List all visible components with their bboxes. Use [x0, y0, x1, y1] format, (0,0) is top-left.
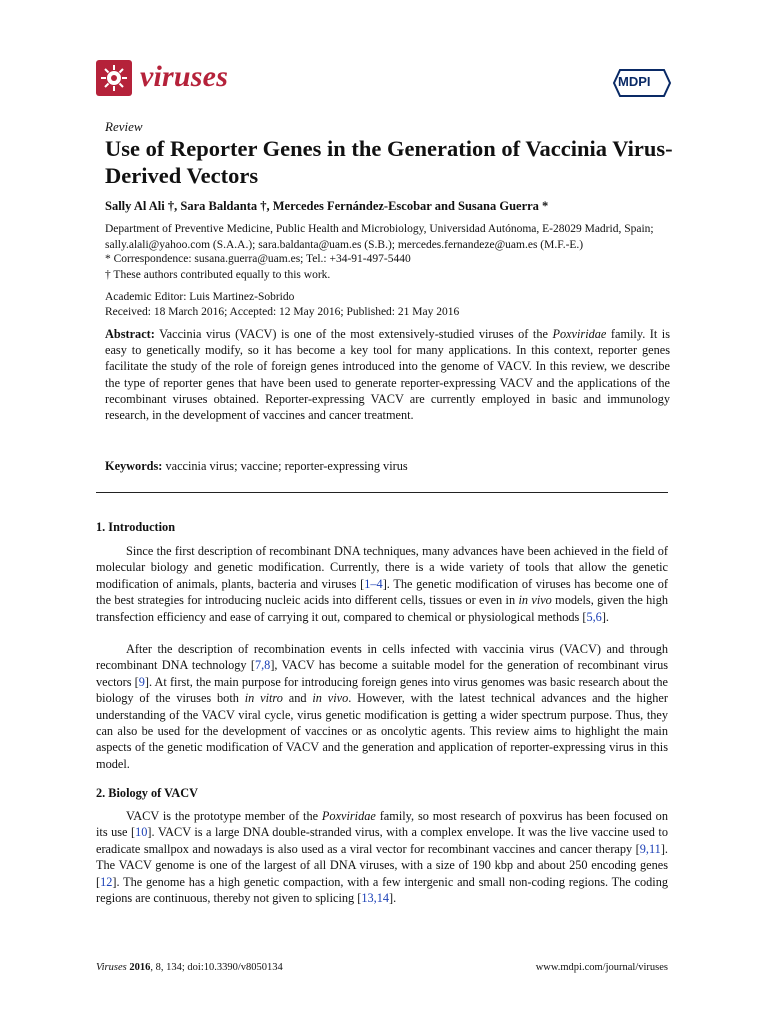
correspondence: * Correspondence: susana.guerra@uam.es; Tel.: +34-91-497-5440: [105, 253, 411, 265]
keywords: Keywords: vaccinia virus; vaccine; reporter-expressing virus: [105, 459, 408, 473]
paragraph-intro-2: After the description of recombination events in cells infected with vaccinia virus (VACV) and through recombinant DNA technology [7,8], VACV has become a suitable model for the generation of recombinant virus vectors [9]. At first, the main purpose for introducing foreign genes into virus genomes was basic research about the biology of the viruses both in vitro and in vivo. However, with the latest technical advances and the higher understanding of the VACV viral cycle, virus genetic modification is getting a wider spectrum purpose. Thus, they can also be used for the development of vaccines or as oncolytic agents. This review aims to highlight the main aspects of the genetic modification of VACV and the generation and application of reporter-expressing virus in this model.: [96, 642, 669, 771]
abstract: Abstract: Vaccinia virus (VACV) is one of the most extensively-studied viruses of the Poxviridae family. It is easy to genetically modify, so it has become a key tool for many applications. In this context, reporter genes facilitate the study of the role of foreign genes introduced into the genome of VACV. In this review, we describe the type of reporter genes that have been used to generate reporter-expressing VACV and the applications of the recombinant viruses obtained. Reporter-expressing VACV are currently employed in basic and immunology research, in the development of vaccines and cancer treatment.: [105, 327, 670, 423]
citation-link[interactable]: 7,8: [254, 658, 271, 673]
section-heading-biology: 2. Biology of VACV: [96, 786, 199, 800]
abstract-label: Abstract:: [105, 327, 155, 341]
author-list: Sally Al Ali †, Sara Baldanta †, Mercedes Fernández-Escobar and Susana Guerra *: [105, 199, 549, 213]
citation-link[interactable]: 10: [135, 825, 148, 840]
paragraph-intro-1: Since the first description of recombinant DNA techniques, many advances have been achieved in the field of molecular biology and genetic modification. Currently, there is a wide variety of tools that allow the genetic modification of animals, plants, bacteria and viruses [1–4]. The genetic modification of viruses has become one of the best strategies for introducing nucleic acids into different cells, tissues or even in in vivo models, given the high transfection efficiency and ease of carrying it out, compared to chemical or physiological methods [5,6].: [96, 544, 668, 624]
affiliation: Department of Preventive Medicine, Public Health and Microbiology, Universidad Autónoma, E-28029 Madrid, Spain; sally.alali@yahoo.com (S.A.A.); sara.baldanta@uam.es (S.B.); mercedes.fernandeze@uam.es (M.F.-E.): [105, 223, 654, 251]
citation-link[interactable]: 9: [138, 674, 145, 689]
publisher-name: MDPI: [618, 74, 651, 89]
footer-url[interactable]: www.mdpi.com/journal/viruses: [535, 962, 668, 973]
publication-dates: Received: 18 March 2016; Accepted: 12 May 2016; Published: 21 May 2016: [105, 306, 460, 318]
footer-citation: Viruses 2016, 8, 134; doi:10.3390/v8050134: [96, 962, 283, 973]
journal-logo-icon: [96, 60, 132, 96]
paragraph-biology-1: VACV is the prototype member of the Poxviridae family, so most research of poxvirus has been focused on its use [10]. VACV is a large DNA double-stranded virus, with a complex envelope. It was the live vaccine used to eradicate smallpox and nowadays is also used as a viral vector for recombinant vaccines and cancer therapy [9,11]. The VACV genome is one of the largest of all DNA viruses, with a size of 190 kbp and about 250 encoding genes [12]. The genome has a high genetic compaction, with a few intergenic and small non-coding regions. The coding regions are continuous, thereby not given to splicing [13,14].: [96, 809, 668, 906]
keywords-label: Keywords:: [105, 459, 163, 473]
citation-link[interactable]: 12: [100, 874, 113, 889]
section-heading-introduction: 1. Introduction: [96, 520, 176, 534]
divider: [96, 492, 668, 493]
citation-link[interactable]: 9,11: [639, 841, 661, 856]
citation-link[interactable]: 13,14: [361, 891, 390, 906]
citation-link[interactable]: 5,6: [586, 609, 602, 624]
journal-name: viruses: [140, 60, 229, 93]
academic-editor: Academic Editor: Luis Martinez-Sobrido: [105, 291, 295, 303]
equal-contribution-note: † These authors contributed equally to this work.: [105, 269, 331, 281]
article-type: Review: [105, 119, 143, 134]
article-title: Use of Reporter Genes in the Generation of Vaccinia Virus-Derived Vectors: [105, 136, 673, 188]
citation-link[interactable]: 1–4: [364, 576, 383, 591]
